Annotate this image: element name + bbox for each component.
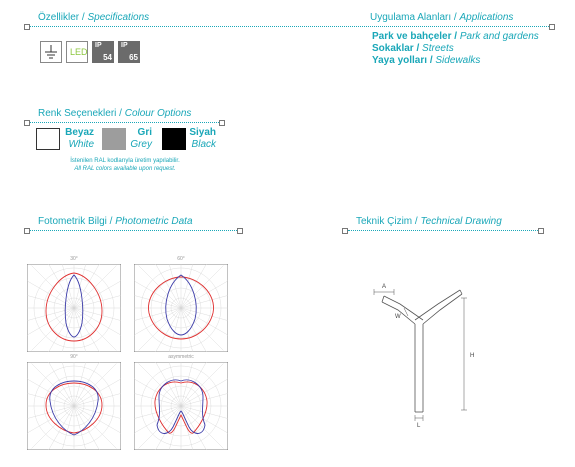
technical-marker-right [538,228,544,234]
polar-plot-3 [26,361,122,451]
colour-grey-tr: Gri [137,127,152,138]
photometric-title [38,216,193,227]
dimension-h-label: H [470,353,475,359]
colours-title-en: Colour Options [124,108,192,119]
pole-outline [382,290,462,412]
photometric-marker-left [24,228,30,234]
applications-title [370,12,513,23]
ip65-icon [118,41,140,63]
polar-grid [133,361,229,451]
technical-title-en: Technical Drawing [420,216,502,227]
colour-grey-en: Grey [130,139,152,150]
colours-marker-right [219,120,225,126]
polar-label-2: 60° [177,256,185,262]
ip54-value: 54 [103,53,112,62]
polar-plot-2 [133,263,229,353]
applications-title-tr: Uygulama Alanları / [370,12,457,23]
technical-divider [348,230,538,231]
colour-black-en: Black [191,139,216,150]
technical-drawing [360,270,500,430]
specs-title-en: Specifications [87,12,150,23]
specs-title [38,12,149,23]
photometric-divider [30,230,237,231]
technical-title-tr: Teknik Çizim / [356,216,418,227]
specs-title-tr: Özellikler / [38,12,85,23]
photometric-title-tr: Fotometrik Bilgi / [38,216,113,227]
ip65-label: IP [121,42,128,49]
specs-marker-right [549,24,555,30]
ip65-value: 65 [129,53,138,62]
polar-label-4: asymmetric [168,354,194,360]
polar-label-3: 90° [70,354,78,360]
polar-grid [26,263,122,353]
dimension-l-label: L [417,423,421,429]
swatch-white [36,128,60,150]
colours-title [38,108,191,119]
dimension-w-label: W [395,314,401,320]
applications-list [372,31,539,67]
dimension-l [415,415,423,421]
colours-note-en: All RAL colors available upon request. [74,166,176,172]
polar-plot-4 [133,361,229,451]
ground-icon [40,41,62,63]
colour-black-tr: Siyah [189,127,216,138]
colour-white-tr: Beyaz [65,127,94,138]
colours-divider [30,122,219,123]
photometric-marker-right [237,228,243,234]
specs-marker-left [24,24,30,30]
ip54-label: IP [95,42,102,49]
polar-grid [133,263,229,353]
colours-title-tr: Renk Seçenekleri / [38,108,122,119]
swatch-black [162,128,186,150]
colour-white-en: White [68,139,94,150]
polar-grid [26,361,122,451]
application-item: Yaya yolları / Sidewalks [372,55,481,66]
technical-title [356,216,502,227]
application-item: Park ve bahçeler / Park and gardens [372,31,539,42]
swatch-grey [102,128,126,150]
colours-marker-left [24,120,30,126]
dimension-h [461,298,467,410]
polar-label-1: 30° [70,256,78,262]
dimension-a-label: A [382,284,387,290]
polar-plot-1 [26,263,122,353]
application-item: Sokaklar / Streets [372,43,454,54]
specs-divider [30,26,549,27]
technical-marker-left [342,228,348,234]
photometric-title-en: Photometric Data [115,216,193,227]
applications-title-en: Applications [459,12,514,23]
colours-note-tr: İstenilen RAL kodlarıyla üretim yapılabilir. [70,158,180,164]
led-label: LED [70,47,88,57]
ip54-icon [92,41,114,63]
led-icon [66,41,88,63]
